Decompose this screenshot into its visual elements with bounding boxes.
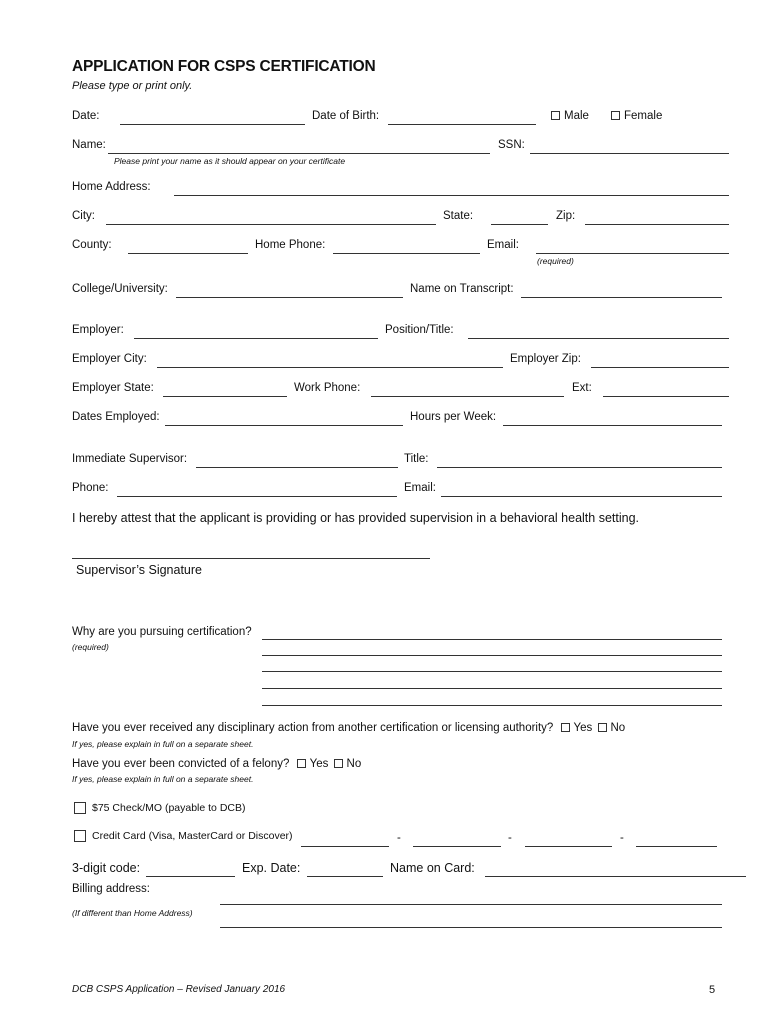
code-label: 3-digit code: <box>72 861 141 875</box>
supervisor-email-field[interactable] <box>441 496 722 497</box>
card-name-field[interactable] <box>485 876 746 877</box>
disciplinary-no-checkbox[interactable] <box>598 723 607 732</box>
page-subtitle: Please type or print only. <box>72 80 193 92</box>
check-option[interactable] <box>74 802 245 814</box>
disciplinary-yes-checkbox[interactable] <box>561 723 570 732</box>
transcript-label: Name on Transcript: <box>410 283 514 295</box>
billing-line-1[interactable] <box>220 904 722 905</box>
email-required-note: (required) <box>537 256 574 266</box>
ssn-field[interactable] <box>530 153 729 154</box>
city-label: City: <box>72 210 95 222</box>
card-dash-3: - <box>620 832 624 844</box>
card-dash-1: - <box>397 832 401 844</box>
footer-revision: DCB CSPS Application – Revised January 2016 <box>72 984 286 995</box>
check-checkbox[interactable] <box>74 802 86 814</box>
zip-label: Zip: <box>556 210 576 222</box>
card-number-part-4[interactable] <box>636 846 717 847</box>
transcript-field[interactable] <box>521 297 722 298</box>
billing-label: Billing address: <box>72 883 150 895</box>
check-label: $75 Check/MO (payable to DCB) <box>92 802 246 814</box>
supervisor-title-field[interactable] <box>437 467 722 468</box>
disciplinary-no-label: No <box>610 722 626 734</box>
county-field[interactable] <box>128 253 248 254</box>
home-address-field[interactable] <box>174 195 729 196</box>
employer-zip-field[interactable] <box>591 367 729 368</box>
zip-field[interactable] <box>585 224 729 225</box>
billing-line-2[interactable] <box>220 927 722 928</box>
credit-checkbox[interactable] <box>74 830 86 842</box>
card-number-part-1[interactable] <box>301 846 389 847</box>
card-dash-2: - <box>508 832 512 844</box>
college-field[interactable] <box>176 297 403 298</box>
why-line-4[interactable] <box>262 688 722 689</box>
female-label: Female <box>624 110 663 122</box>
name-label: Name: <box>72 139 106 151</box>
dob-field[interactable] <box>388 124 536 125</box>
why-line-5[interactable] <box>262 705 722 706</box>
code-field[interactable] <box>146 876 235 877</box>
why-line-1[interactable] <box>262 639 722 640</box>
credit-label: Credit Card (Visa, MasterCard or Discover) <box>92 830 293 842</box>
employer-zip-label: Employer Zip: <box>510 353 581 365</box>
female-checkbox[interactable] <box>611 111 620 120</box>
name-note: Please print your name as it should appear on your certificate <box>114 156 346 166</box>
date-label: Date: <box>72 110 100 122</box>
attestation-text: I hereby attest that the applicant is providing or has provided supervision in a behavioral health setting. <box>72 511 640 525</box>
dates-employed-field[interactable] <box>165 425 403 426</box>
employer-state-field[interactable] <box>163 396 287 397</box>
male-checkbox[interactable] <box>551 111 560 120</box>
credit-option[interactable] <box>74 830 293 842</box>
exp-field[interactable] <box>307 876 383 877</box>
supervisor-title-label: Title: <box>404 453 429 465</box>
page-number: 5 <box>709 984 716 996</box>
why-label: Why are you pursuing certification? <box>72 626 252 638</box>
card-number-part-3[interactable] <box>525 846 612 847</box>
home-phone-label: Home Phone: <box>255 239 326 251</box>
why-required-note: (required) <box>72 642 109 652</box>
email-field[interactable] <box>536 253 729 254</box>
employer-city-field[interactable] <box>157 367 503 368</box>
employer-label: Employer: <box>72 324 124 336</box>
billing-note: (If different than Home Address) <box>72 908 193 918</box>
ext-label: Ext: <box>572 382 592 394</box>
employer-field[interactable] <box>134 338 378 339</box>
exp-label: Exp. Date: <box>242 861 301 875</box>
hours-field[interactable] <box>503 425 722 426</box>
dob-label: Date of Birth: <box>312 110 380 122</box>
work-phone-field[interactable] <box>371 396 564 397</box>
card-number-part-2[interactable] <box>413 846 501 847</box>
employer-state-label: Employer State: <box>72 382 154 394</box>
ssn-label: SSN: <box>498 139 525 151</box>
felony-question <box>72 758 361 770</box>
home-phone-field[interactable] <box>333 253 480 254</box>
supervisor-field[interactable] <box>196 467 398 468</box>
state-field[interactable] <box>491 224 548 225</box>
hours-label: Hours per Week: <box>410 411 497 423</box>
ext-field[interactable] <box>603 396 729 397</box>
college-label: College/University: <box>72 283 168 295</box>
felony-no-checkbox[interactable] <box>334 759 343 768</box>
felony-label: Have you ever been convicted of a felony? <box>72 758 290 770</box>
felony-yes-checkbox[interactable] <box>297 759 306 768</box>
home-address-label: Home Address: <box>72 181 151 193</box>
supervisor-label: Immediate Supervisor: <box>72 453 188 465</box>
male-label: Male <box>564 110 589 122</box>
supervisor-email-label: Email: <box>404 482 436 494</box>
page-title: APPLICATION FOR CSPS CERTIFICATION <box>72 58 376 75</box>
female-option[interactable] <box>611 110 662 122</box>
county-label: County: <box>72 239 112 251</box>
position-label: Position/Title: <box>385 324 454 336</box>
dates-employed-label: Dates Employed: <box>72 411 160 423</box>
disciplinary-yes-label: Yes <box>573 722 593 734</box>
why-line-2[interactable] <box>262 655 722 656</box>
email-label: Email: <box>487 239 519 251</box>
supervisor-phone-field[interactable] <box>117 496 397 497</box>
employer-city-label: Employer City: <box>72 353 147 365</box>
felony-no-label: No <box>346 758 362 770</box>
state-label: State: <box>443 210 474 222</box>
supervisor-phone-label: Phone: <box>72 482 109 494</box>
work-phone-label: Work Phone: <box>294 382 361 394</box>
city-field[interactable] <box>106 224 436 225</box>
card-name-label: Name on Card: <box>390 861 475 875</box>
position-field[interactable] <box>468 338 729 339</box>
date-field[interactable] <box>120 124 305 125</box>
disciplinary-label: Have you ever received any disciplinary action from another certification or licensing authority? <box>72 722 554 734</box>
supervisor-signature-field[interactable] <box>72 558 430 559</box>
signature-label: Supervisor’s Signature <box>76 563 202 577</box>
name-field[interactable] <box>108 153 490 154</box>
disciplinary-note: If yes, please explain in full on a separate sheet. <box>72 739 254 749</box>
disciplinary-question <box>72 722 625 734</box>
felony-yes-label: Yes <box>309 758 329 770</box>
why-line-3[interactable] <box>262 671 722 672</box>
male-option[interactable] <box>551 110 589 122</box>
felony-note: If yes, please explain in full on a separate sheet. <box>72 774 254 784</box>
